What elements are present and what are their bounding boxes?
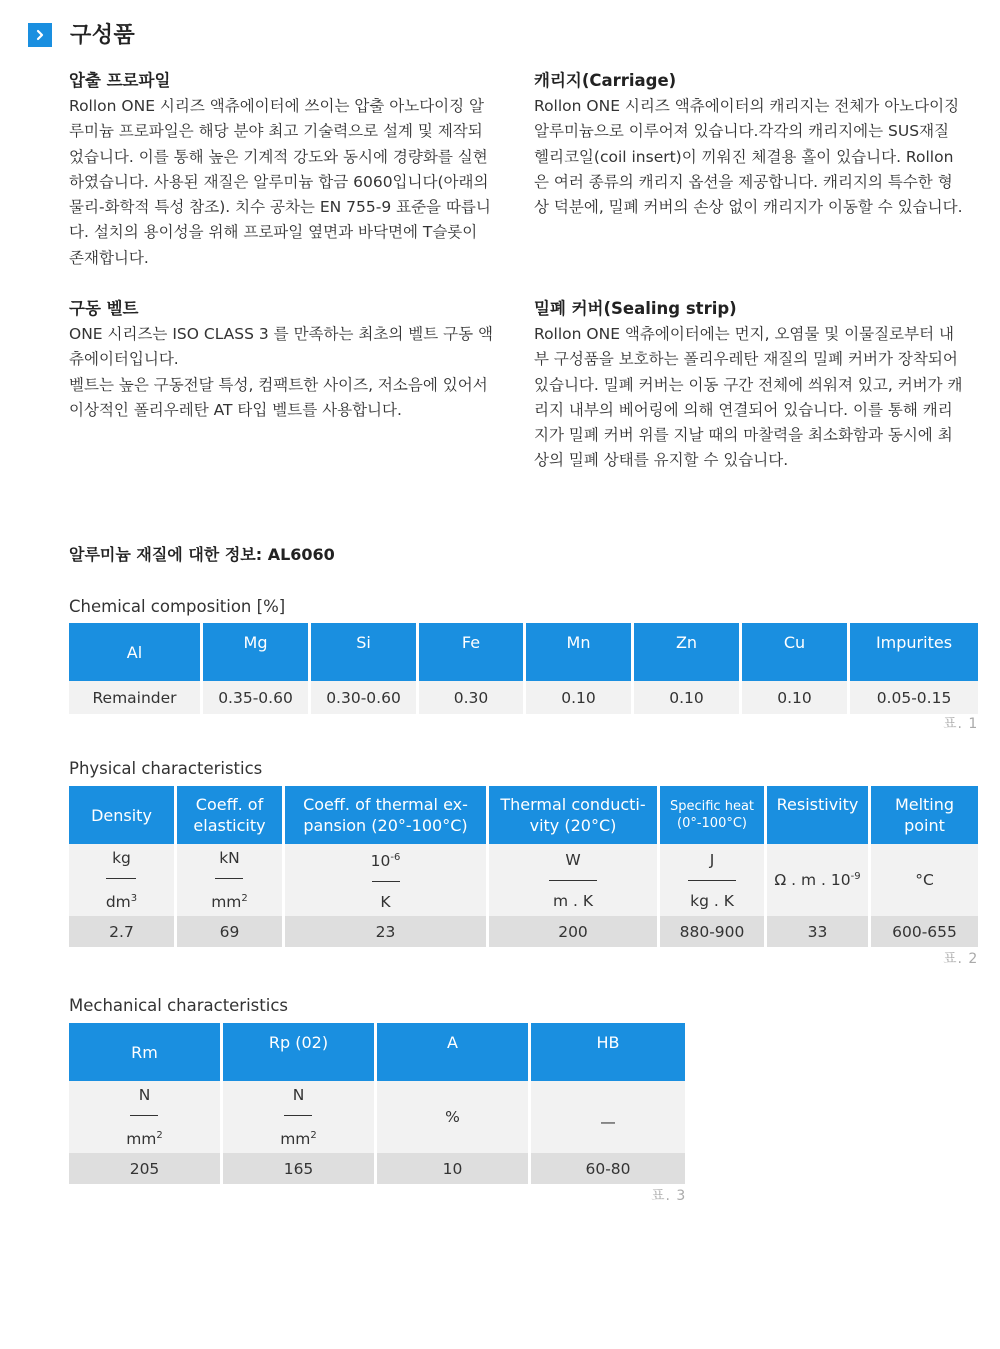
unit-resistivity — [767, 844, 871, 916]
mechanical-caption: Mechanical characteristics — [69, 996, 288, 1015]
profile-line: 루미늄 프로파일은 해당 분야 최고 기술력으로 설계 및 제작되 — [69, 122, 483, 141]
mechanical-header: Rp (02) — [223, 1023, 377, 1081]
chemical-header: Mn — [526, 623, 634, 681]
unit-exponent: 2 — [241, 893, 248, 904]
physical-header-line: Thermal conducti- — [500, 795, 646, 814]
physical-header — [285, 786, 489, 844]
carriage-line: 헬리코일(coil insert)이 끼워진 체결용 홀이 있습니다. Rollon — [534, 147, 954, 166]
sealing-line: 부 구성품을 보호하는 폴리우레탄 재질의 밀폐 커버가 장착되어 — [534, 350, 958, 369]
unit-exponent: -6 — [390, 852, 401, 863]
sealing-block — [534, 296, 974, 474]
unit-exponent: 2 — [156, 1130, 163, 1141]
chemical-header: Fe — [419, 623, 526, 681]
unit-denominator: m . K — [552, 891, 594, 910]
physical-header — [767, 786, 871, 844]
profile-line: Rollon ONE 시리즈 액츄에이터에 쓰이는 압출 아노다이징 알 — [69, 97, 485, 115]
unit-melting — [871, 844, 978, 916]
mechanical-header: A — [377, 1023, 531, 1081]
chevron-right-icon — [28, 23, 52, 47]
unit-hb — [531, 1081, 685, 1153]
chemical-value: 0.35-0.60 — [203, 681, 311, 714]
physical-header — [69, 786, 177, 844]
chemical-header-row — [69, 623, 978, 681]
unit-exponent: -9 — [850, 871, 861, 882]
unit-numerator: N — [138, 1086, 151, 1104]
sealing-line: 상의 밀폐 상태를 유지할 수 있습니다. — [534, 451, 789, 470]
chemical-header: Al — [69, 623, 203, 681]
chemical-header: Si — [311, 623, 419, 681]
mechanical-value: 10 — [377, 1153, 531, 1184]
fraction-bar — [372, 881, 400, 882]
chemical-value: 0.30-0.60 — [311, 681, 419, 714]
physical-header-line: (0°-100°C) — [677, 816, 747, 831]
physical-value: 880-900 — [660, 916, 767, 947]
mechanical-value: 60-80 — [531, 1153, 685, 1184]
physical-value: 2.7 — [69, 916, 177, 947]
unit-denominator: mm — [280, 1130, 311, 1148]
profile-line: 다. 설치의 용이성을 위해 프로파일 옆면과 바닥면에 T슬롯이 — [69, 223, 478, 242]
physical-value: 33 — [767, 916, 871, 947]
carriage-title: 캐리지(Carriage) — [534, 71, 677, 90]
physical-header-line: Density — [91, 805, 152, 825]
carriage-line: 은 여러 종류의 캐리지 옵션을 제공합니다. 캐리지의 특수한 형 — [534, 172, 953, 191]
physical-header — [177, 786, 285, 844]
belt-line: ONE 시리즈는 ISO CLASS 3 를 만족하는 최초의 벨트 구동 액 — [69, 325, 493, 343]
physical-value: 200 — [489, 916, 660, 947]
chemical-value: Remainder — [69, 681, 203, 714]
carriage-block — [534, 68, 974, 220]
unit-rp — [223, 1081, 377, 1153]
unit-numerator: 10 — [370, 852, 391, 870]
unit-numerator: kN — [219, 849, 240, 867]
fraction-bar — [130, 1115, 158, 1116]
mechanical-header: HB — [531, 1023, 685, 1081]
physical-table — [69, 786, 978, 947]
section-header — [28, 18, 135, 49]
table-note: 표. 2 — [943, 951, 979, 967]
chemical-header: Mg — [203, 623, 311, 681]
physical-header-line: Melting — [894, 795, 955, 814]
profile-line: 물리-화학적 특성 참조). 치수 공차는 EN 755-9 표준을 따릅니 — [69, 198, 491, 217]
physical-value: 600-655 — [871, 916, 978, 947]
sealing-title: 밀폐 커버(Sealing strip) — [534, 299, 737, 318]
chemical-header: Cu — [742, 623, 850, 681]
physical-header-line: Resistivity — [776, 795, 859, 814]
chemical-header: Impurites — [850, 623, 978, 681]
unit-text: % — [445, 1108, 460, 1126]
unit-rm — [69, 1081, 223, 1153]
unit-denominator: kg . K — [690, 891, 734, 910]
belt-line: 벨트는 높은 구동전달 특성, 컴팩트한 사이즈, 저소음에 있어서 — [69, 375, 488, 394]
belt-title: 구동 벨트 — [69, 299, 139, 318]
mechanical-value-row — [69, 1153, 685, 1184]
sealing-line: Rollon ONE 액츄에이터에는 먼지, 오염물 및 이물질로부터 내 — [534, 325, 954, 343]
physical-value-row — [69, 916, 978, 947]
physical-value: 69 — [177, 916, 285, 947]
mechanical-value: 165 — [223, 1153, 377, 1184]
page-title: 구성품 — [70, 23, 136, 48]
mechanical-table — [69, 1023, 685, 1184]
material-title: 알루미늄 재질에 대한 정보: AL6060 — [69, 545, 335, 564]
mechanical-value: 205 — [69, 1153, 223, 1184]
physical-header-row — [69, 786, 978, 844]
unit-conductivity — [489, 844, 660, 916]
sealing-line: 있습니다. 밀폐 커버는 이동 구간 전체에 씌워져 있고, 커버가 캐 — [534, 375, 963, 394]
carriage-line: 상 덕분에, 밀폐 커버의 손상 없이 캐리지가 이동할 수 있습니다. — [534, 198, 963, 217]
carriage-line: Rollon ONE 시리즈 액츄에이터의 캐리지는 전체가 아노다이징 — [534, 97, 960, 115]
physical-header-line: Coeff. of — [195, 795, 264, 814]
unit-expansion — [285, 844, 489, 916]
sealing-text — [534, 322, 974, 474]
table-note: 표. 1 — [943, 716, 979, 732]
sealing-line: 지가 밀폐 커버 위를 지날 때의 마찰력을 최소화함과 동시에 최 — [534, 426, 953, 445]
profile-line: 존재합니다. — [69, 248, 149, 267]
unit-numerator: kg — [112, 849, 131, 867]
unit-elasticity — [177, 844, 285, 916]
chemical-value-row — [69, 681, 978, 714]
physical-header-line: Specific heat — [669, 799, 755, 814]
physical-unit-row — [69, 844, 978, 916]
physical-header — [871, 786, 978, 844]
physical-header — [660, 786, 767, 844]
chemical-value: 0.30 — [419, 681, 526, 714]
unit-exponent: 2 — [310, 1130, 317, 1141]
unit-denominator: mm — [211, 893, 242, 911]
profile-line: 하였습니다. 사용된 재질은 알루미늄 합금 6060입니다(아래의 — [69, 172, 489, 191]
profile-block — [69, 68, 509, 271]
unit-text: — — [600, 1113, 616, 1131]
physical-header-line: vity (20°C) — [529, 816, 617, 835]
chemical-value: 0.10 — [526, 681, 634, 714]
physical-header-line: Coeff. of thermal ex- — [303, 795, 468, 814]
fraction-bar — [549, 880, 597, 881]
unit-numerator: N — [292, 1086, 305, 1104]
fraction-bar — [284, 1115, 312, 1116]
unit-numerator: J — [709, 850, 715, 869]
profile-line: 었습니다. 이를 통해 높은 기계적 강도와 동시에 경량화를 실현 — [69, 147, 488, 166]
fraction-bar — [215, 878, 243, 879]
chemical-caption: Chemical composition [%] — [69, 597, 286, 616]
table-note: 표. 3 — [651, 1188, 687, 1204]
sealing-line: 리지 내부의 베어링에 의해 연결되어 있습니다. 이를 통해 캐리 — [534, 400, 953, 419]
unit-denominator: mm — [126, 1130, 157, 1148]
mechanical-header: Rm — [69, 1023, 223, 1081]
physical-header-line: elasticity — [193, 816, 266, 835]
unit-text: Ω . m . 10 — [774, 871, 851, 889]
physical-header-line: pansion (20°-100°C) — [303, 816, 468, 835]
carriage-text — [534, 94, 974, 220]
profile-title: 압출 프로파일 — [69, 71, 171, 90]
unit-denominator: K — [380, 893, 391, 911]
mechanical-unit-row — [69, 1081, 685, 1153]
fraction-bar — [688, 880, 736, 881]
unit-numerator: W — [565, 850, 581, 869]
chemical-value: 0.05-0.15 — [850, 681, 978, 714]
chemical-value: 0.10 — [742, 681, 850, 714]
belt-line: 이상적인 폴리우레탄 AT 타입 벨트를 사용합니다. — [69, 400, 402, 419]
profile-text — [69, 94, 509, 271]
chemical-value: 0.10 — [634, 681, 742, 714]
chemical-table — [69, 623, 978, 714]
physical-value: 23 — [285, 916, 489, 947]
unit-density — [69, 844, 177, 916]
unit-text: °C — [915, 871, 934, 889]
physical-caption: Physical characteristics — [69, 759, 263, 778]
fraction-bar — [106, 878, 136, 879]
unit-exponent: 3 — [130, 893, 138, 904]
belt-text — [69, 322, 509, 423]
belt-block — [69, 296, 509, 423]
unit-a — [377, 1081, 531, 1153]
unit-denominator: dm — [105, 893, 131, 911]
mechanical-header-row — [69, 1023, 685, 1081]
physical-header-line: point — [904, 816, 945, 835]
physical-header — [489, 786, 660, 844]
unit-specific-heat — [660, 844, 767, 916]
carriage-line: 알루미늄으로 이루어져 있습니다.각각의 캐리지에는 SUS재질 — [534, 122, 950, 141]
chemical-header: Zn — [634, 623, 742, 681]
belt-line: 츄에이터입니다. — [69, 350, 179, 369]
